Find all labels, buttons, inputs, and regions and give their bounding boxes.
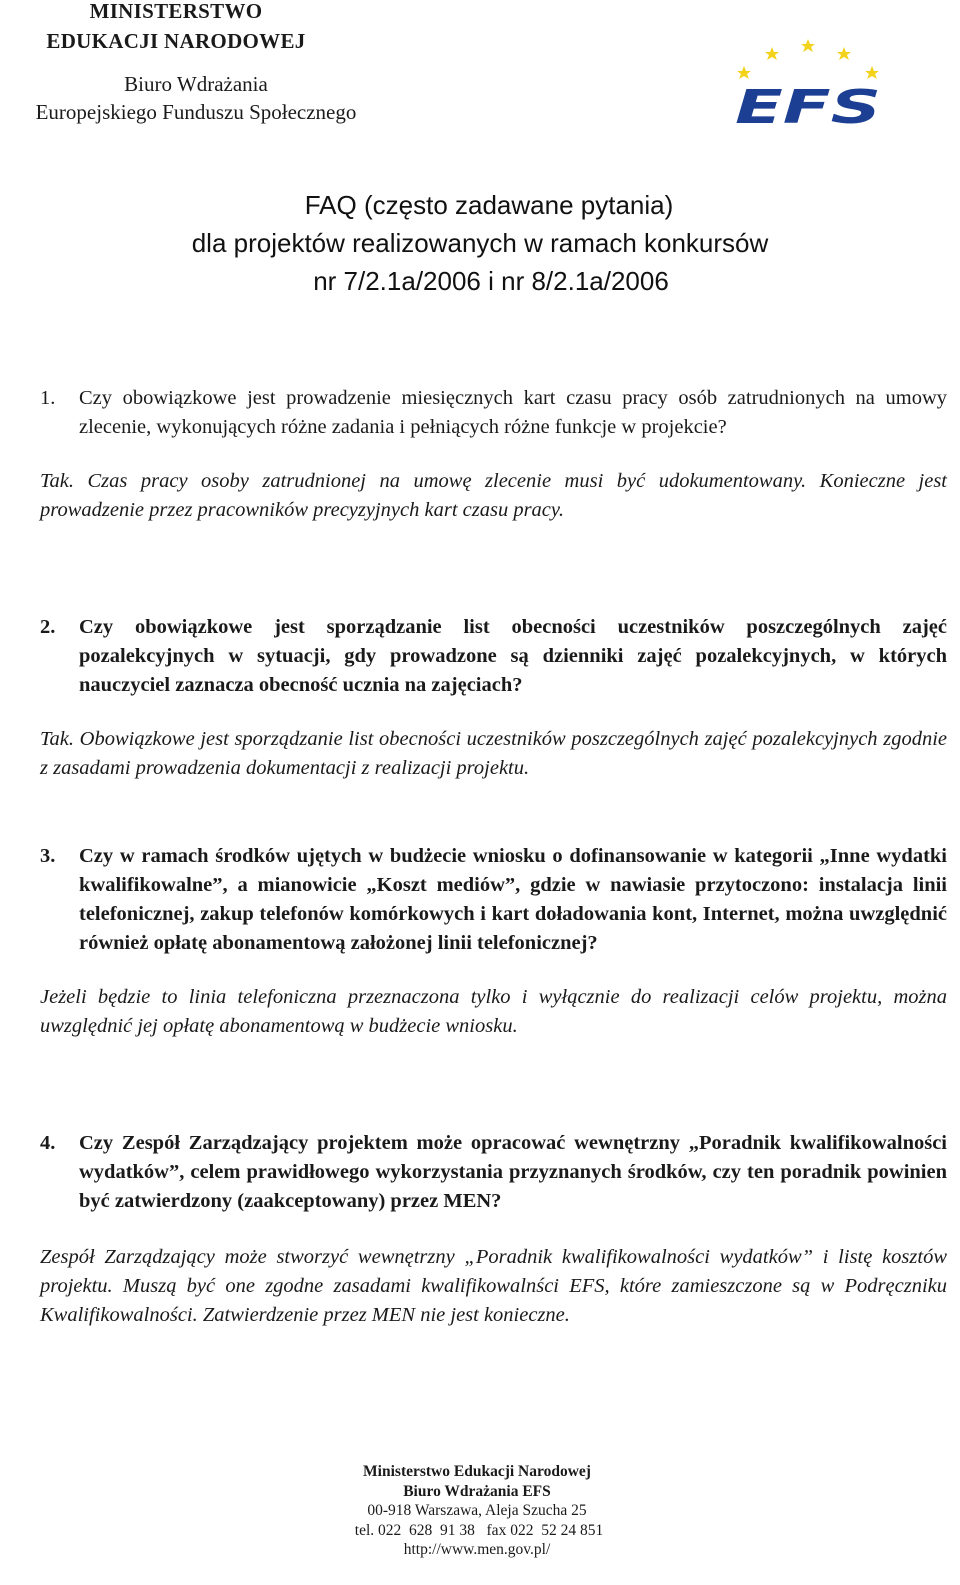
- ministry-line1: MINISTERSTWO: [89, 0, 263, 23]
- star-icon: [801, 39, 815, 52]
- faq-answer: [40, 725, 947, 783]
- star-icons: [737, 39, 879, 79]
- footer-office: Biuro Wdrażania EFS: [403, 1482, 551, 1500]
- header-office: [0, 70, 392, 126]
- faq-answer-lead: Tak.: [40, 728, 74, 750]
- faq-answer-text: Zespół Zarządzający może stworzyć wewnętrzny „Poradnik kwalifikowalności wydatków” i listę kosztów projektu. Muszą być one zgodne zasadami kwalifikowalnści EFS, które zamieszczone są w Podręczniku Kwalifikowalności. Zatwierdzenie przez MEN nie jest konieczne.: [40, 1246, 947, 1326]
- office-line1: Biuro Wdrażania: [124, 72, 268, 96]
- faq-question: [40, 613, 947, 700]
- faq-item-3: [40, 842, 947, 1041]
- faq-question-text: Czy obowiązkowe jest sporządzanie list obecności uczestników poszczególnych zajęć pozalekcyjnych w sytuacji, gdy prowadzone są dzienniki zajęć pozalekcyjnych, w których nauczyciel zaznacza obecność ucznia na zajęciach?: [79, 616, 947, 696]
- faq-question-text: Czy obowiązkowe jest prowadzenie miesięcznych kart czasu pracy osób zatrudnionych na umowy zlecenie, wykonujących różne zadania i pełniących różne funkcje w projekcie?: [79, 387, 947, 438]
- footer-phone: tel. 022 628 91 38 fax 022 52 24 851: [354, 1521, 604, 1539]
- logo-text: EFS: [735, 80, 881, 129]
- star-icon: [737, 66, 751, 79]
- faq-answer-text: Obowiązkowe jest sporządzanie list obecności uczestników poszczególnych zajęć pozalekcyjnych zgodnie z zasadami prowadzenia dokumentacji z realizacji projektu.: [40, 728, 947, 779]
- faq-answer: [40, 467, 947, 525]
- faq-answer: [40, 1243, 947, 1330]
- document-title: [0, 186, 960, 300]
- footer-ministry: Ministerstwo Edukacji Narodowej: [363, 1463, 591, 1480]
- faq-question: [40, 1129, 947, 1216]
- title-line1: FAQ (często zadawane pytania): [304, 190, 674, 220]
- star-icon: [865, 66, 879, 79]
- faq-item-1: [40, 384, 947, 525]
- faq-number: 2.: [40, 616, 56, 638]
- title-line2: dla projektów realizowanych w ramach konkursów: [191, 228, 769, 258]
- faq-question-text: Czy Zespół Zarządzający projektem może opracować wewnętrzny „Poradnik kwalifikowalności wydatków”, celem prawidłowego wykorzystania przyznanych środków, czy ten poradnik powinien być zatwierdzony (zaakceptowany) przez MEN?: [79, 1132, 947, 1212]
- faq-item-2: [40, 613, 947, 783]
- faq-answer: [40, 983, 947, 1041]
- ministry-line2: EDUKACJI NARODOWEJ: [46, 29, 306, 53]
- star-icon: [837, 47, 851, 60]
- faq-question-text: Czy w ramach środków ujętych w budżecie wniosku o dofinansowanie w kategorii „Inne wydatki kwalifikowalne”, a mianowicie „Koszt mediów”, gdzie w nawiasie przytoczono: instalacja linii telefonicznej, zakup telefonów komórkowych i kart doładowania kont, Internet, można uwzględnić również opłatę abonamentową założonej linii telefonicznej?: [79, 845, 947, 954]
- footer-address: 00-918 Warszawa, Aleja Szucha 25: [367, 1502, 587, 1519]
- faq-item-4: [40, 1129, 947, 1330]
- star-icon: [765, 47, 779, 60]
- faq-number: 1.: [40, 387, 56, 409]
- footer: [0, 1462, 960, 1560]
- faq-number: 3.: [40, 845, 56, 867]
- header-ministry: [0, 0, 352, 55]
- efs-logo: [732, 37, 884, 129]
- office-line2: Europejskiego Funduszu Społecznego: [35, 100, 357, 124]
- efs-logo-graphic: [732, 37, 884, 129]
- title-line3: nr 7/2.1a/2006 i nr 8/2.1a/2006: [313, 266, 669, 296]
- faq-question: [40, 384, 947, 442]
- faq-question: [40, 842, 947, 958]
- faq-answer-text: Jeżeli będzie to linia telefoniczna przeznaczona tylko i wyłącznie do realizacji celów projektu, można uwzględnić jej opłatę abonamentową w budżecie wniosku.: [40, 986, 947, 1037]
- faq-answer-text: Czas pracy osoby zatrudnionej na umowę zlecenie musi być udokumentowany. Konieczne jest prowadzenie przez pracowników precyzyjnych kart czasu pracy.: [40, 470, 947, 521]
- footer-website-link[interactable]: http://www.men.gov.pl/: [403, 1541, 551, 1558]
- faq-number: 4.: [40, 1132, 56, 1154]
- faq-answer-lead: Tak.: [40, 470, 74, 492]
